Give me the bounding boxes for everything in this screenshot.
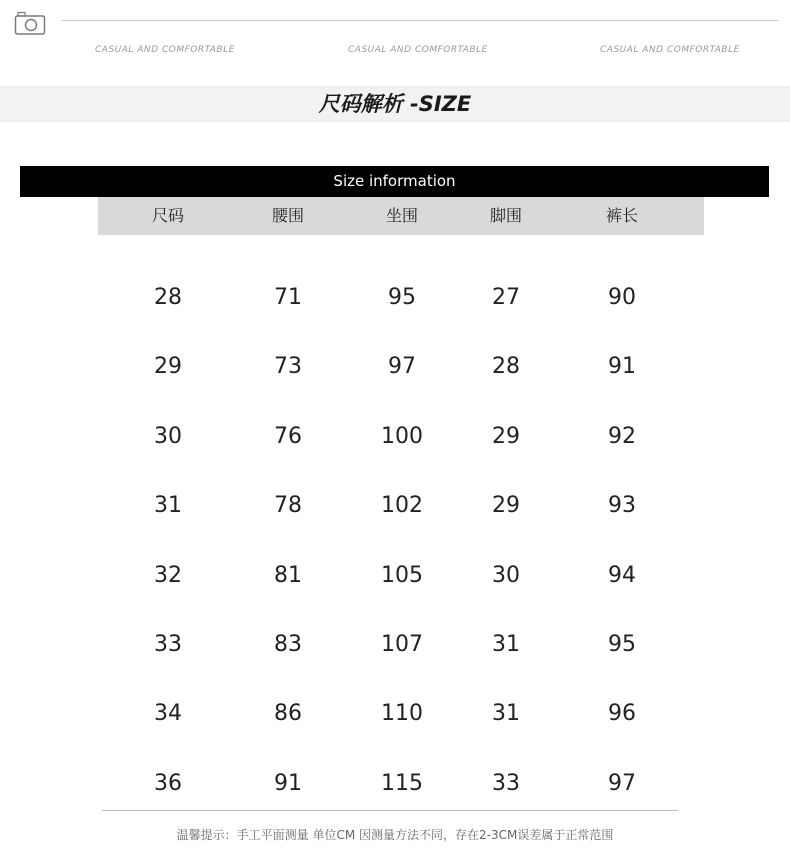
table-cell: 100: [381, 424, 423, 449]
table-cell: 33: [492, 771, 520, 796]
table-cell: 71: [274, 285, 302, 310]
table-cell: 78: [274, 493, 302, 518]
table-cell: 28: [492, 354, 520, 379]
table-cell: 29: [154, 354, 182, 379]
table-cell: 31: [492, 701, 520, 726]
table-cell: 36: [154, 771, 182, 796]
table-cell: 86: [274, 701, 302, 726]
table-cell: 95: [388, 285, 416, 310]
column-header-hip: 坐围: [385, 206, 418, 225]
table-cell: 94: [608, 563, 636, 588]
footnote: 温馨提示：手工平面测量 单位CM 因测量方法不同，存在2-3CM误差属于正常范围: [176, 828, 614, 842]
table-cell: 29: [492, 424, 520, 449]
tagline: CASUAL AND COMFORTABLE: [348, 45, 488, 55]
table-cell: 32: [154, 563, 182, 588]
page-title: 尺码解析 -SIZE: [318, 92, 472, 116]
table-cell: 105: [381, 563, 423, 588]
table-cell: 73: [274, 354, 302, 379]
table-cell: 91: [608, 354, 636, 379]
table-cell: 29: [492, 493, 520, 518]
table-cell: 107: [381, 632, 423, 657]
table-cell: 34: [154, 701, 182, 726]
table-cell: 76: [274, 424, 302, 449]
column-header-waist: 腰围: [271, 206, 304, 225]
table-header-row: [98, 197, 704, 235]
tagline: CASUAL AND COMFORTABLE: [600, 45, 740, 55]
table-cell: 91: [274, 771, 302, 796]
table-cell: 97: [608, 771, 636, 796]
table-cell: 90: [608, 285, 636, 310]
table-cell: 92: [608, 424, 636, 449]
camera-icon: [14, 10, 46, 36]
table-cell: 30: [492, 563, 520, 588]
bottom-divider: [102, 810, 678, 811]
column-header-leg-opening: 脚围: [489, 206, 522, 225]
table-cell: 83: [274, 632, 302, 657]
table-cell: 28: [154, 285, 182, 310]
table-cell: 31: [154, 493, 182, 518]
table-cell: 110: [381, 701, 423, 726]
column-header-length: 裤长: [605, 206, 638, 225]
table-cell: 93: [608, 493, 636, 518]
table-cell: 96: [608, 701, 636, 726]
table-caption: Size information: [20, 166, 769, 197]
table-cell: 33: [154, 632, 182, 657]
table-cell: 27: [492, 285, 520, 310]
top-divider: [62, 20, 778, 21]
table-cell: 97: [388, 354, 416, 379]
table-cell: 95: [608, 632, 636, 657]
table-cell: 115: [381, 771, 423, 796]
table-cell: 31: [492, 632, 520, 657]
column-header-size: 尺码: [151, 206, 184, 225]
table-cell: 81: [274, 563, 302, 588]
table-cell: 30: [154, 424, 182, 449]
table-cell: 102: [381, 493, 423, 518]
tagline: CASUAL AND COMFORTABLE: [95, 45, 235, 55]
